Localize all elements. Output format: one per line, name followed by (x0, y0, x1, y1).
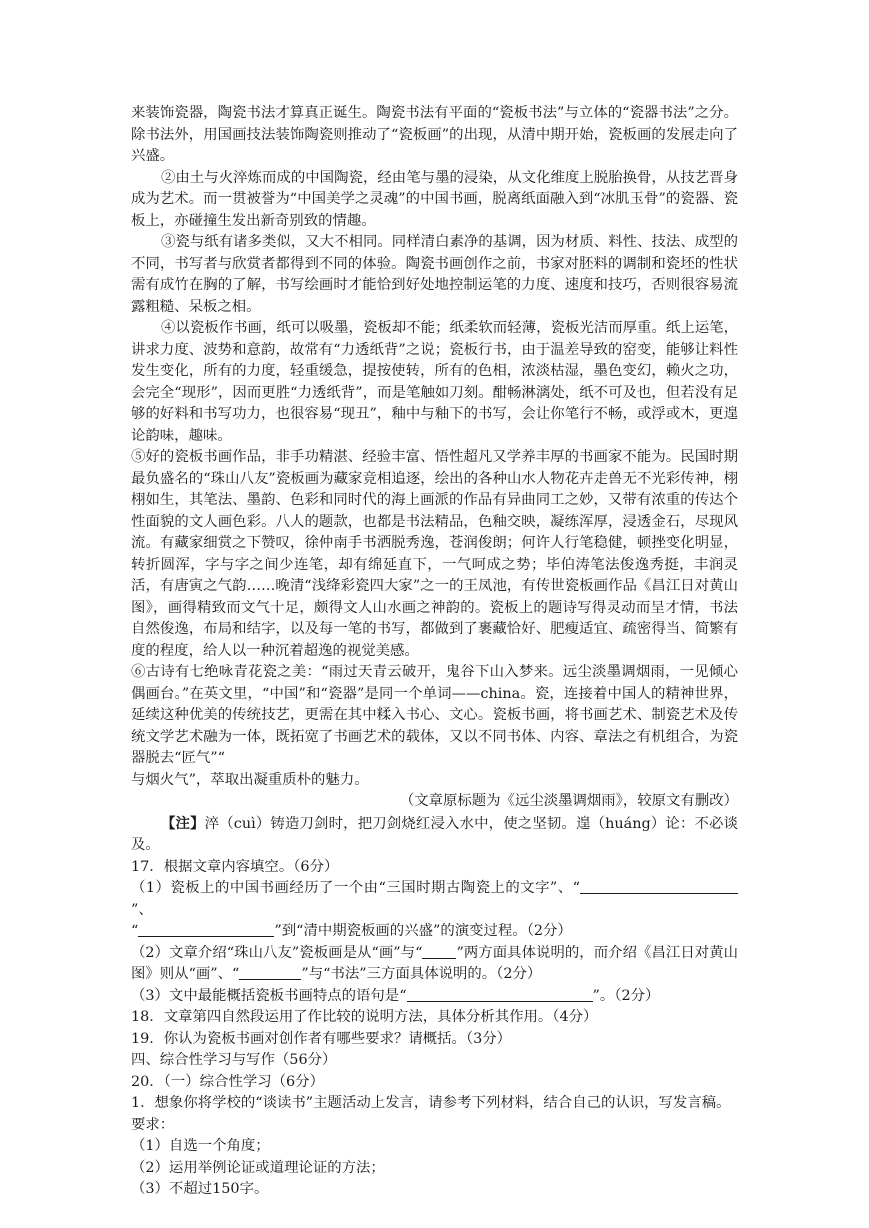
requirement-2: （2）运用举例论证或道理论证的方法； (131, 1159, 385, 1176)
question-17-3 (131, 986, 738, 1008)
q17-1-text-c: “ (131, 923, 139, 939)
article-paragraph-2: ②由土与火淬炼而成的中国陶瓷，经由笔与墨的浸染，从文化维度上脱胎换骨，从技艺晋身成为艺术。而一贯被誉为“中国美学之灵魂”的中国书画，脱离纸面融入到“冰肌玉骨”的瓷器、瓷板上，亦碰撞生发出新奇别致的情趣。 (131, 169, 738, 229)
q17-1-text-d: ”到“清中期瓷板画的兴盛”的演变过程。（2分） (274, 923, 572, 939)
note-text: 淬（cuì）铸造刀剑时，把刀剑烧红浸入水中，使之坚韧。遑（huáng）论：不必谈及。 (131, 815, 738, 853)
answer-blank[interactable] (580, 878, 738, 894)
q17-3-text-a: （3）文中最能概括瓷板书画特点的语句是“ (131, 987, 407, 1004)
requirements-title: 要求： (131, 1116, 175, 1133)
task-1: 1．想象你将学校的“谈读书”主题活动上发言，请参考下列材料，结合自己的认识，写发言稿。 (131, 1095, 731, 1111)
question-17-1 (131, 878, 738, 943)
article-paragraph-5: ⑤好的瓷板书画作品，非手功精湛、经验丰富、悟性超凡又学养丰厚的书画家不能为。民国时期最负盛名的“珠山八友”瓷板画为藏家竞相追逐，绘出的各种山水人物花卉走兽无不光彩传神，栩栩如生，其笔法、墨韵、色彩和同时代的海上画派的作品有异曲同工之妙，又带有浓重的传达个性面貌的文人画色彩。八人的题款，也都是书法精品，色釉交映，凝练浑厚，浸透金石，尽现风流。有藏家细赏之下赞叹，徐仲南手书洒脱秀逸，苍润俊朗；何许人行笔稳健，顿挫变化明显，转折圆浑，字与字之间少连笔，却有绵延直下，一气呵成之势；毕伯涛笔法俊逸秀挺，丰润灵活，有唐寅之气韵……晚清“浅绛彩瓷四大家”之一的王凤池，有传世瓷板画作品《昌江日对黄山图》，画得精致而文气十足，颇得文人山水画之神韵的。瓷板上的题诗写得灵动而呈才情，书法自然俊逸，布局和结字，以及每一笔的书写，都做到了裹藏恰好、肥瘦适宜、疏密得当、简繁有度的程度，给人以一种沉着超逸的视觉美感。 (131, 449, 738, 659)
q17-2-text-c: ”与“书法”三方面具体说明的。（2分） (301, 966, 542, 982)
answer-blank[interactable] (239, 964, 301, 980)
q17-2-text-a: （2）文章介绍“珠山八友”瓷板画是从“画”与“ (131, 944, 423, 961)
q17-1-text-a: （1）瓷板上的中国书画经历了一个由“三国时期古陶瓷上的文字”、“ (131, 880, 580, 896)
q17-1-text-b: ”、 (131, 901, 153, 918)
article-source: （文章原标题为《远尘淡墨调烟雨》，较原文有删改） (399, 793, 738, 809)
section-4-heading: 四、综合性学习与写作（56分） (131, 1052, 337, 1068)
answer-blank[interactable] (138, 921, 274, 937)
requirement-3: （3）不超过150字。 (131, 1181, 269, 1197)
question-17: 17．根据文章内容填空。（6分） (131, 858, 339, 875)
q17-3-text-b: ”。（2分） (592, 987, 660, 1004)
question-20: 20．（一）综合性学习（6分） (131, 1073, 324, 1090)
article-paragraph-6: ⑥古诗有七绝咏青花瓷之美：“雨过天青云破开，鬼谷下山入梦来。远尘淡墨调烟雨，一见倾心偶画台。”在英文里，“中国”和“瓷器”是同一个单词——china。瓷，连接着中国人的精神世界，延续这种优美的传统技艺，更需在其中糅入书心、文心。瓷板书画，将书画艺术、制瓷艺术及传统文学艺术融为一体，既拓宽了书画艺术的载体，又以不同书体、内容、章法之有机组合，为瓷器脱去“匠气”“ (131, 664, 738, 766)
answer-blank[interactable] (407, 986, 593, 1002)
article-note (131, 813, 738, 857)
requirement-1: （1）自选一个角度； (131, 1138, 270, 1154)
article-paragraph-6-end: 与烟火气”，萃取出凝重质朴的魅力。 (131, 771, 369, 788)
article-paragraph-1: 来装饰瓷器，陶瓷书法才算真正诞生。陶瓷书法有平面的“瓷板书法”与立体的“瓷器书法”之分。除书法外，用国画技法装饰陶瓷则推动了“瓷板画”的出现，从清中期开始，瓷板画的发展走向了兴盛。 (131, 105, 738, 164)
question-17-2 (131, 943, 738, 986)
note-label: 【注】 (161, 814, 205, 832)
question-18: 18．文章第四自然段运用了作比较的说明方法，具体分析其作用。（4分） (131, 1009, 598, 1025)
q17-2-text-b: ”两方面具体说明的，而介绍《昌江日对黄山图》则从“画”、“ (131, 944, 739, 982)
article-paragraph-3: ③瓷与纸有诸多类似，又大不相同。同样清白素净的基调，因为材质、料性、技法、成型的不同，书写者与欣赏者都得到不同的体验。陶瓷书画创作之前，书家对胚料的调制和瓷坯的性状需有成竹在胸的了解，书写绘画时才能恰到好处地控制运笔的力度、速度和技巧，否则很容易流露粗糙、呆板之相。 (131, 234, 738, 315)
answer-blank[interactable] (422, 943, 456, 959)
question-19: 19．你认为瓷板书画对创作者有哪些要求？请概括。（3分） (131, 1030, 512, 1047)
article-paragraph-4: ④以瓷板作书画，纸可以吸墨，瓷板却不能；纸柔软而轻薄，瓷板光洁而厚重。纸上运笔，讲求力度、波势和意韵，故常有“力透纸背”之说；瓷板行书，由于温差导致的窑变，能够让料性发生变化，所有的力度，轻重缓急，提按使转，所有的色相，浓淡枯湿，墨色变幻，赖火之功，会完全“现形”，因而更胜“力透纸背”，而是笔触如刀刻。酣畅淋漓处，纸不可及也，但若没有足够的好料和书写功力，也很容易“现丑”，釉中与釉下的书写，会让你笔行不畅，或浮或木，更遑论韵味，趣味。 (131, 320, 738, 444)
